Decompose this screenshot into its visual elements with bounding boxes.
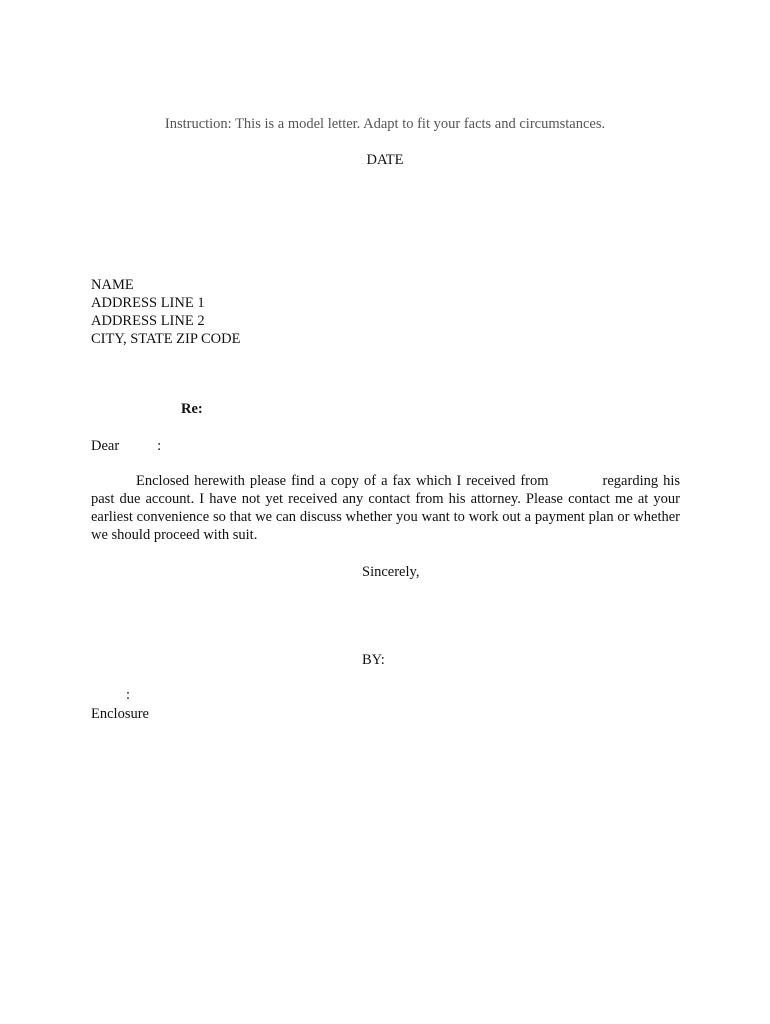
by-label: BY: <box>362 652 385 668</box>
recipient-address-line-1: ADDRESS LINE 1 <box>91 295 205 311</box>
re-label: Re: <box>181 401 203 417</box>
recipient-address-block <box>91 276 240 348</box>
recipient-name: NAME <box>91 277 134 293</box>
recipient-address-line-2: ADDRESS LINE 2 <box>91 313 205 329</box>
salutation-word: Dear <box>91 438 120 454</box>
letter-date: DATE <box>366 152 404 168</box>
instruction-note: Instruction: This is a model letter. Adapt to fit your facts and circumstances. <box>164 116 606 132</box>
enclosure-note: Enclosure <box>91 706 149 722</box>
closing: Sincerely, <box>362 564 420 580</box>
body-text-part-1: Enclosed herewith please find a copy of a fax which I received from <box>136 473 549 489</box>
body-text-part-2: regarding his past due account. I have not yet received any contact from his attorney. Please contact me at your earliest convenience so that we can discuss whether you want to work out a payment plan or whether we should proceed with suit. <box>91 473 681 543</box>
recipient-city-state-zip: CITY, STATE ZIP CODE <box>91 331 241 347</box>
salutation-colon: : <box>157 438 162 454</box>
salutation <box>91 437 161 455</box>
letter-body-paragraph <box>91 472 680 544</box>
initials-colon: : <box>126 687 131 703</box>
